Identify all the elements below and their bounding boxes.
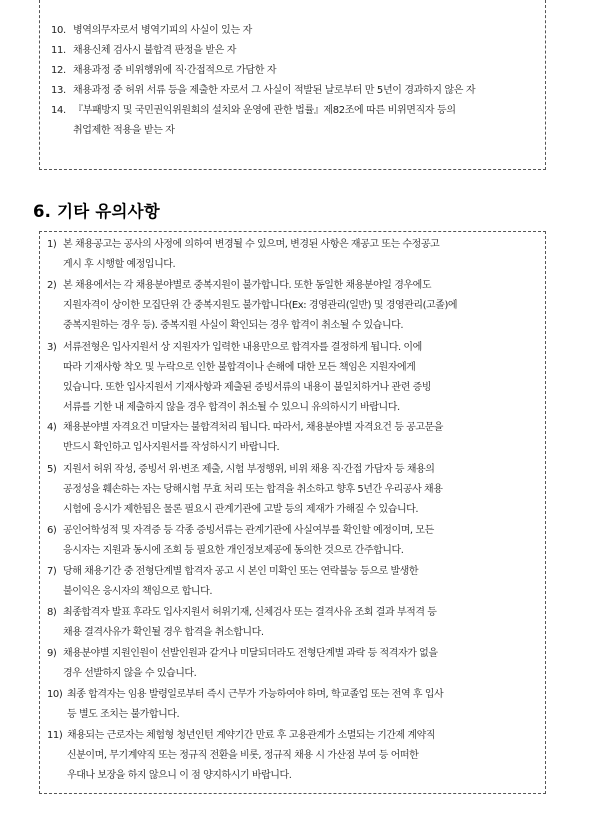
item-line: 시험에 응시가 제한됨은 물론 필요시 관계기관에 고발 등의 제재가 가해질 수 있습니다. [63, 504, 419, 515]
item-number: 11. [51, 45, 66, 56]
item-text: 『부패방지 및 국민권익위원회의 설치와 운영에 관한 법률』제82조에 따른 비위면직자 등의 [73, 105, 456, 116]
list-item [51, 63, 541, 79]
item-line: 서류전형은 입사지원서 상 지원자가 입력한 내용만으로 합격자를 결정하게 됩니다. 이에 [63, 342, 422, 353]
item-number: 14. [51, 105, 66, 116]
item-text: 채용신체 검사시 불합격 판정을 받은 자 [73, 45, 237, 56]
item-line: 당해 채용기간 중 전형단계별 합격자 공고 시 본인 미확인 또는 연락불능 등으로 발생한 [63, 566, 419, 577]
notice-box [39, 231, 546, 794]
item-line: 신분이며, 무기계약직 또는 정규직 전환을 비롯, 정규직 채용 시 가산점 부여 등 어떠한 [67, 750, 419, 761]
item-line: 최종 합격자는 임용 발령일로부터 즉시 근무가 가능하여야 하며, 학교졸업 또는 전역 후 입사 [67, 689, 444, 700]
item-number: 1) [47, 239, 57, 250]
item-line: 지원자격이 상이한 모집단위 간 중복지원도 불가합니다(Ex: 경영관리(일반) 및 경영관리(고졸)에 [63, 300, 458, 311]
item-text: 채용과정 중 허위 서류 등을 제출한 자로서 그 사실이 적발된 날로부터 만 5년이 경과하지 않은 자 [73, 85, 476, 96]
item-line: 서류를 기한 내 제출하지 않을 경우 합격이 취소될 수 있으니 유의하시기 바랍니다. [63, 402, 400, 413]
list-item [51, 83, 541, 99]
item-line: 채용분야별 지원인원이 선발인원과 같거나 미달되더라도 전형단계별 과락 등 적격자가 없을 [63, 648, 438, 659]
list-item [47, 276, 540, 336]
item-line: 있습니다. 또한 입사지원서 기재사항과 제출된 증빙서류의 내용이 불일치하거나 관련 증빙 [63, 382, 432, 393]
list-item [47, 521, 540, 561]
item-line: 본 채용에서는 각 채용분야별로 중복지원이 불가합니다. 또한 동일한 채용분야일 경우에도 [63, 280, 432, 291]
item-number: 13. [51, 85, 66, 96]
item-number: 10. [51, 25, 66, 36]
item-line: 최종합격자 발표 후라도 입사지원서 허위기재, 신체검사 또는 결격사유 조회 결과 부적격 등 [63, 607, 437, 618]
list-item [47, 235, 540, 275]
item-line: 응시자는 지원과 동시에 조회 등 필요한 개인정보제공에 동의한 것으로 간주합니다. [63, 545, 404, 556]
list-item [47, 562, 540, 602]
item-line: 지원서 허위 작성, 증빙서 위·변조 제출, 시험 부정행위, 비위 채용 직·간접 가담자 등 채용의 [63, 464, 435, 475]
item-number: 10) [47, 689, 63, 700]
item-number: 11) [47, 730, 63, 741]
item-number: 12. [51, 65, 66, 76]
item-line: 우대나 보장을 하지 않으니 이 점 양지하시기 바랍니다. [67, 770, 292, 781]
list-item [51, 43, 541, 59]
item-line: 게시 후 시행할 예정입니다. [63, 259, 176, 270]
list-item [47, 460, 540, 520]
item-line: 따라 기재사항 착오 및 누락으로 인한 불합격이나 손해에 대한 모든 책임은 지원자에게 [63, 362, 416, 373]
item-number: 2) [47, 280, 57, 291]
item-line: 불이익은 응시자의 책임으로 합니다. [63, 586, 213, 597]
item-line: 채용분야별 자격요건 미달자는 불합격처리 됩니다. 따라서, 채용분야별 자격요건 등 공고문을 [63, 422, 443, 433]
item-text-continued: 취업제한 적용을 받는 자 [73, 125, 175, 136]
list-item [51, 103, 541, 139]
list-item [47, 726, 540, 786]
item-number: 4) [47, 422, 57, 433]
item-line: 공정성을 훼손하는 자는 당해시험 무효 처리 또는 합격을 취소하고 향후 5년간 우리공사 채용 [63, 484, 443, 495]
item-line: 공인어학성적 및 자격증 등 각종 증빙서류는 관계기관에 사실여부를 확인할 예정이며, 모든 [63, 525, 434, 536]
item-line: 반드시 확인하고 입사지원서를 작성하시기 바랍니다. [63, 442, 280, 453]
list-item [47, 685, 540, 725]
item-number: 3) [47, 342, 57, 353]
section-title: 6. 기타 유의사항 [33, 202, 160, 221]
item-line: 채용 결격사유가 확인될 경우 합격을 취소합니다. [63, 627, 264, 638]
item-number: 7) [47, 566, 57, 577]
item-number: 9) [47, 648, 57, 659]
disqualification-list-box [39, 0, 546, 170]
list-item [47, 603, 540, 643]
item-number: 6) [47, 525, 57, 536]
item-line: 채용되는 근로자는 체험형 청년인턴 계약기간 만료 후 고용관계가 소멸되는 기간제 계약직 [67, 730, 436, 741]
item-line: 중복지원하는 경우 등). 중복지원 사실이 확인되는 경우 합격이 취소될 수 있습니다. [63, 320, 404, 331]
item-number: 5) [47, 464, 57, 475]
list-item [47, 338, 540, 418]
item-line: 본 채용공고는 공사의 사정에 의하여 변경될 수 있으며, 변경된 사항은 재공고 또는 수정공고 [63, 239, 440, 250]
item-line: 경우 선발하지 않을 수 있습니다. [63, 668, 197, 679]
item-number: 8) [47, 607, 57, 618]
item-line: 등 별도 조치는 불가합니다. [67, 709, 180, 720]
list-item [47, 644, 540, 684]
item-text: 병역의무자로서 병역기피의 사실이 있는 자 [73, 25, 252, 36]
list-item [51, 23, 541, 39]
list-item [47, 418, 540, 458]
item-text: 채용과정 중 비위행위에 직·간접적으로 가담한 자 [73, 65, 277, 76]
